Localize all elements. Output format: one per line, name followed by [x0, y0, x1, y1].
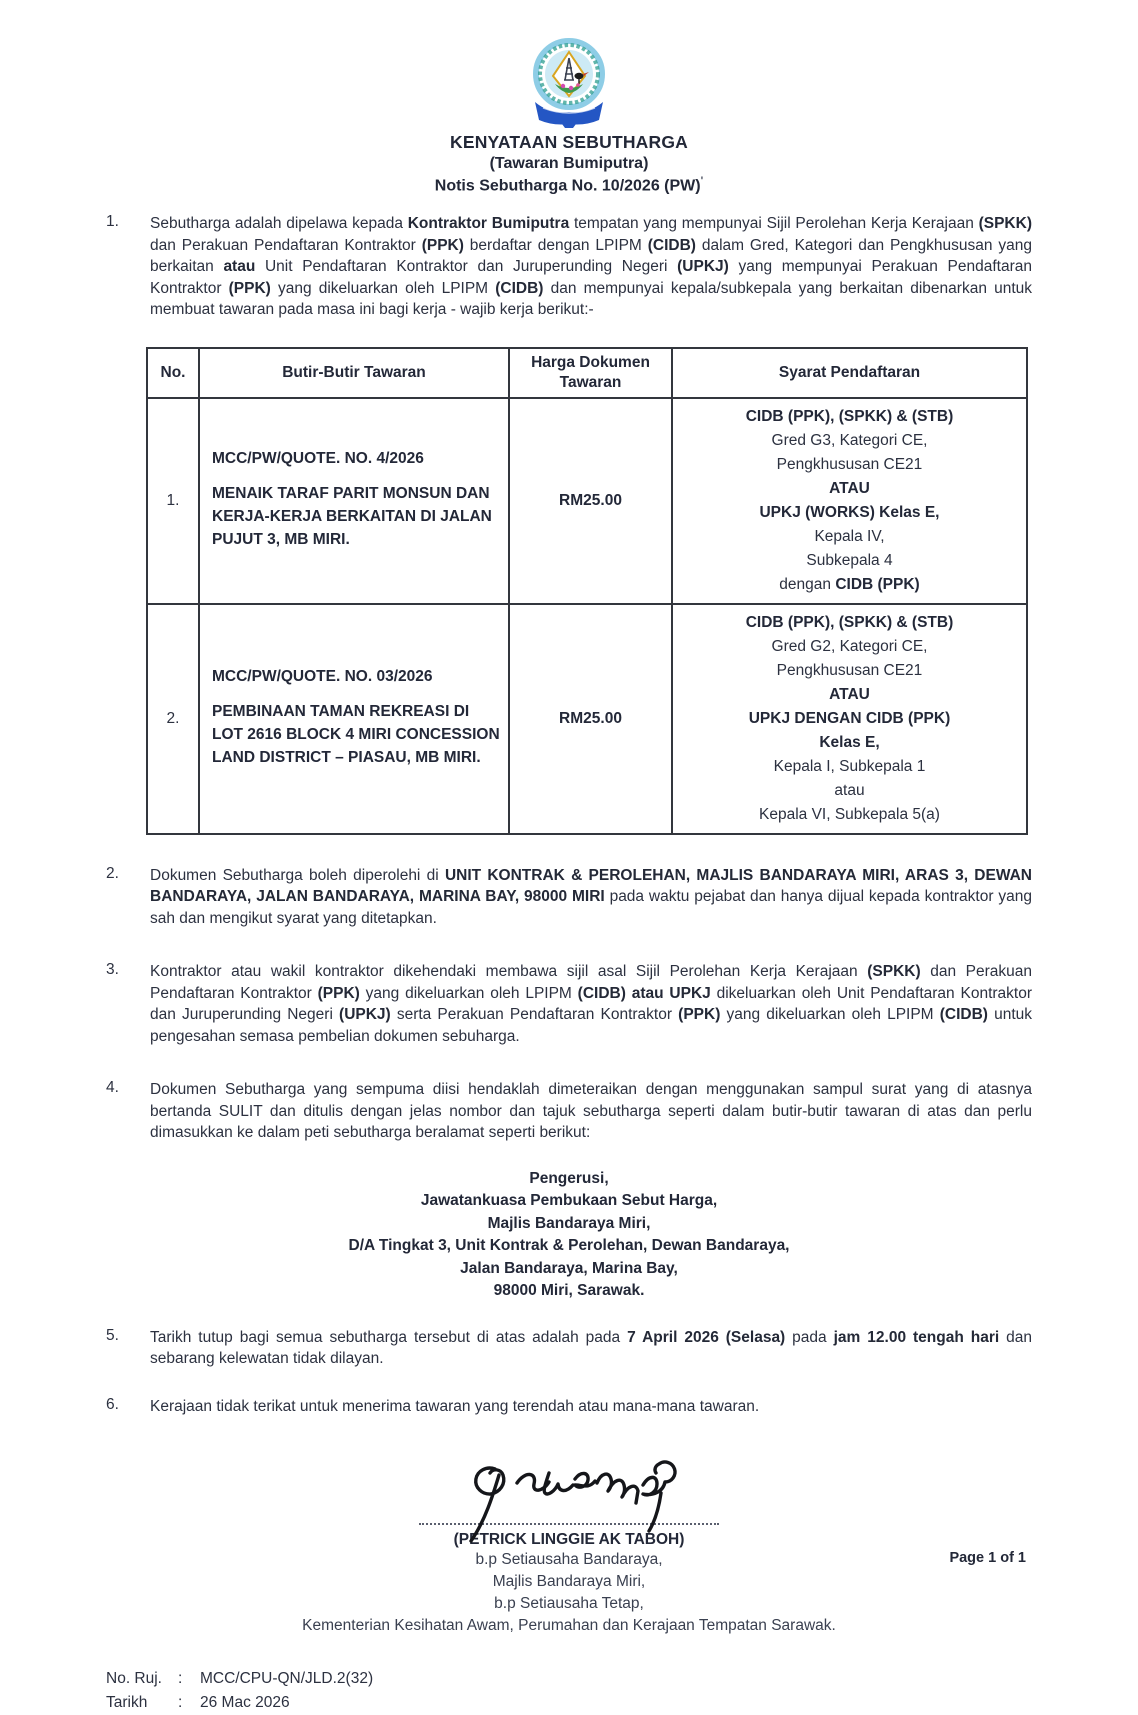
signatory-role-line: Kementerian Kesihatan Awam, Perumahan dan Kerajaan Tempatan Sarawak. [302, 1617, 836, 1635]
row-number: 2. [147, 604, 199, 834]
date-separator: : [178, 1694, 183, 1712]
signatory-role-line: b.p Setiausaha Bandaraya, [475, 1551, 663, 1569]
date-row [106, 1691, 1032, 1715]
ref-separator: : [178, 1670, 183, 1688]
table-header-row [147, 348, 1027, 398]
clause-3 [106, 961, 1032, 1047]
reference-footer [106, 1667, 1032, 1715]
column-header-butir: Butir-Butir Tawaran [199, 348, 509, 398]
tender-table [146, 347, 1028, 835]
address-line: Jawatankuasa Pembukaan Sebut Harga, [420, 1192, 718, 1210]
address-line: Majlis Bandaraya Miri, [487, 1214, 651, 1232]
table-row [147, 398, 1027, 604]
miri-city-council-crest-logo [521, 36, 617, 130]
clause-1 [106, 213, 1032, 321]
job-title: MENAIK TARAF PARIT MONSUN DAN KERJA-KERJA BERKAITAN DI JALAN PUJUT 3, MB MIRI. [212, 485, 492, 549]
clause-text: Kerajaan tidak terikat untuk menerima tawaran yang terendah atau mana-mana tawaran. [150, 1397, 760, 1415]
table-row [147, 604, 1027, 834]
signatory-name: (PETRICK LINGGIE AK TABOH) [453, 1531, 685, 1549]
clause-text: Kontraktor atau wakil kontraktor dikehendaki membawa sijil asal Sijil Perolehan Kerja Kerajaan (SPKK) dan Perakuan Pendaftaran Kontraktor (PPK) yang dikeluarkan oleh LPIPM (CIDB) atau UPKJ dikeluarkan oleh Unit Pendaftaran Kontraktor dan Juruperunding Negeri (UPKJ) serta Perakuan Pendaftaran Kontraktor (PPK) yang dikeluarkan oleh LPIPM (CIDB) untuk pengesahan semasa pembelian dokumen sebuharga. [150, 963, 1033, 1045]
clause-number: 5. [106, 1326, 119, 1344]
clause-text: Tarikh tutup bagi semua sebutharga tersebut di atas adalah pada 7 April 2026 (Selasa) pada jam 12.00 tengah hari dan sebarang kelewatan tidak dilayan. [150, 1328, 1033, 1368]
notice-number: Notis Sebutharga No. 10/2026 (PW) [434, 177, 701, 195]
clause-number: 1. [106, 213, 119, 231]
tender-details-cell [199, 398, 509, 604]
address-line: Pengerusi, [529, 1169, 609, 1187]
address-line: 98000 Miri, Sarawak. [493, 1282, 645, 1300]
document-subtitle: (Tawaran Bumiputra) [489, 155, 649, 172]
clause-number: 2. [106, 864, 119, 882]
signatory-role-line: Majlis Bandaraya Miri, [492, 1573, 646, 1591]
document-header [106, 36, 1032, 195]
registration-requirements: CIDB (PPK), (SPKK) & (STB) Gred G3, Kategori CE, Pengkhususan CE21 ATAU UPKJ (WORKS) Kelas E, Kepala IV, Subkepala 4 dengan CIDB (PPK) [672, 398, 1027, 604]
notice-number-line [106, 175, 1032, 195]
address-line: Jalan Bandaraya, Marina Bay, [460, 1259, 678, 1277]
signature-block [106, 1443, 1032, 1637]
clause-number: 6. [106, 1395, 119, 1413]
clause-number: 3. [106, 961, 119, 979]
clause-number: 4. [106, 1079, 119, 1097]
column-header-syarat: Syarat Pendaftaran [672, 348, 1027, 398]
tender-details-cell [199, 604, 509, 834]
handwritten-signature [399, 1443, 739, 1547]
clause-2 [106, 865, 1032, 930]
ref-value: MCC/CPU-QN/JLD.2(32) [200, 1670, 374, 1688]
address-line: D/A Tingkat 3, Unit Kontrak & Perolehan, Dewan Bandaraya, [348, 1237, 790, 1255]
quote-number: MCC/PW/QUOTE. NO. 4/2026 [212, 450, 424, 468]
document-price: RM25.00 [509, 398, 672, 604]
scan-artifact-mark: ' [700, 175, 704, 187]
reference-number-row [106, 1667, 1032, 1691]
job-title: PEMBINAAN TAMAN REKREASI DI LOT 2616 BLOCK 4 MIRI CONCESSION LAND DISTRICT – PIASAU, MB MIRI. [212, 703, 500, 767]
row-number: 1. [147, 398, 199, 604]
registration-requirements: CIDB (PPK), (SPKK) & (STB) Gred G2, Kategori CE, Pengkhususan CE21 ATAU UPKJ DENGAN CIDB (PPK) Kelas E, Kepala I, Subkepala 1 atau Kepala VI, Subkepala 5(a) [672, 604, 1027, 834]
column-header-harga: Harga Dokumen Tawaran [509, 348, 672, 398]
date-value: 26 Mac 2026 [200, 1694, 290, 1712]
page-number: Page 1 of 1 [949, 1550, 1026, 1566]
clause-4 [106, 1079, 1032, 1144]
date-label: Tarikh [106, 1694, 148, 1712]
quote-number: MCC/PW/QUOTE. NO. 03/2026 [212, 668, 433, 686]
ref-label: No. Ruj. [106, 1670, 162, 1688]
submission-address-block [106, 1168, 1032, 1303]
clause-6 [106, 1396, 1032, 1418]
clause-text: Dokumen Sebutharga boleh diperolehi di UNIT KONTRAK & PEROLEHAN, MAJLIS BANDARAYA MIRI, ARAS 3, DEWAN BANDARAYA, JALAN BANDARAYA, MARINA BAY, 98000 MIRI pada waktu pejabat dan hanya dijual kepada kontraktor yang sah dan mengikut syarat yang ditetapkan. [150, 866, 1032, 927]
clause-5 [106, 1327, 1032, 1370]
document-price: RM25.00 [509, 604, 672, 834]
document-title: KENYATAAN SEBUTHARGA [450, 132, 688, 152]
signatory-role-line: b.p Setiausaha Tetap, [494, 1595, 644, 1613]
column-header-no: No. [147, 348, 199, 398]
clause-text: Sebutharga adalah dipelawa kepada Kontraktor Bumiputra tempatan yang mempunyai Sijil Perolehan Kerja Kerajaan (SPKK) dan Perakuan Pendaftaran Kontraktor (PPK) berdaftar dengan LPIPM (CIDB) dalam Gred, Kategori dan Pengkhususan yang berkaitan atau Unit Pendaftaran Kontraktor dan Juruperunding Negeri (UPKJ) yang mempunyai Perakuan Pendaftaran Kontraktor (PPK) yang dikeluarkan oleh LPIPM (CIDB) dan mempunyai kepala/subkepala yang berkaitan dibenarkan untuk membuat tawaran pada masa ini bagi kerja - wajib kerja berikut:- [150, 215, 1032, 319]
clause-text: Dokumen Sebutharga yang sempuma diisi hendaklah dimeteraikan dengan menggunakan sampul surat yang di atasnya bertanda SULIT dan ditulis dengan jelas nombor dan tajuk sebutharga seperti dalam butir-butir tawaran di atas dan perlu dimasukkan ke dalam peti sebutharga beralamat seperti berikut: [150, 1081, 1032, 1142]
